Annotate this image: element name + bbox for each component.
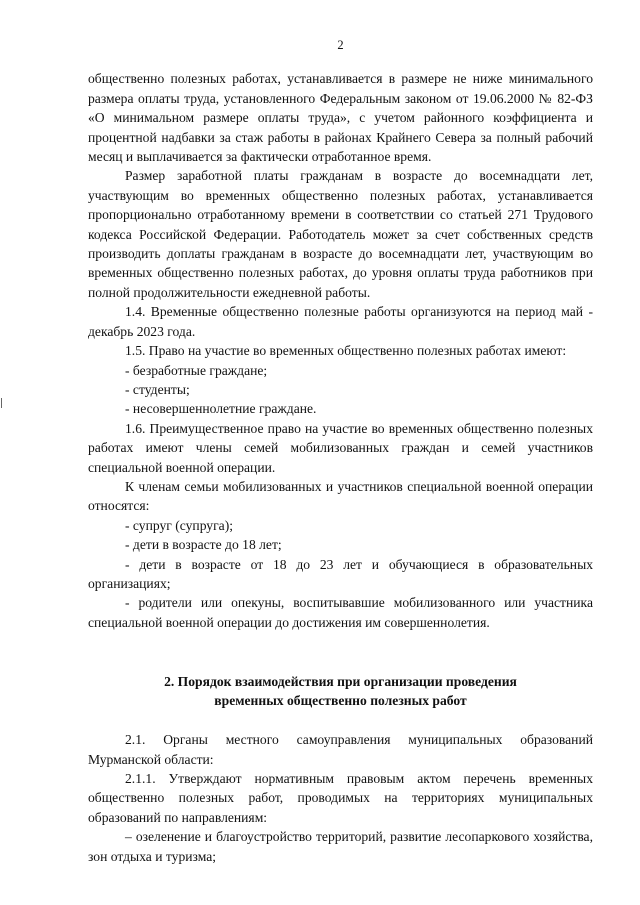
paragraph: общественно полезных работах, устанавливается в размере не ниже минимального размера оплаты труда, установленного Федеральным законом от 19.06.2000 № 82-ФЗ «О минимальном размере оплаты труда», с учетом районного коэффициента и процентной надбавки за стаж работы в районах Крайнего Севера за полный рабочий месяц и выплачивается за фактически отработанное время. bbox=[88, 71, 593, 165]
paragraph: 1.4. Временные общественно полезные работы организуются на период май - декабрь 2023 года. bbox=[88, 304, 593, 339]
list-item: - несовершеннолетние граждане. bbox=[125, 401, 317, 417]
section-1-body bbox=[88, 69, 593, 632]
paragraph: 1.6. Преимущественное право на участие во временных общественно полезных работах имеют члены семей мобилизованных граждан и семей участников специальной военной операции. bbox=[88, 420, 593, 475]
scan-margin-mark bbox=[1, 398, 2, 408]
heading-line: 2. Порядок взаимодействия при организации проведения bbox=[164, 674, 517, 690]
paragraph: 2.1. Органы местного самоуправления муниципальных образований Мурманской области: bbox=[88, 732, 593, 767]
list-item: – озеленение и благоустройство территорий, развитие лесопаркового хозяйства, зон отдыха и туризма; bbox=[88, 829, 593, 864]
paragraph: Размер заработной платы гражданам в возрасте до восемнадцати лет, участвующим во временных общественно полезных работах, устанавливается пропорционально отработанному времени в соответствии со статьей 271 Трудового кодекса Российской Федерации. Работодатель может за счет собственных средств производить доплаты гражданам в возрасте до восемнадцати лет, участвующим во временных общественно полезных работах, до уровня оплаты труда работников при полной продолжительности ежедневной работы. bbox=[88, 168, 593, 300]
paragraph: 1.5. Право на участие во временных общественно полезных работах имеют: bbox=[125, 343, 567, 359]
paragraph: К членам семьи мобилизованных и участников специальной военной операции относятся: bbox=[88, 478, 593, 514]
list-item: - супруг (супруга); bbox=[125, 517, 234, 533]
heading-line: временных общественно полезных работ bbox=[214, 693, 467, 709]
list-item: - безработные граждане; bbox=[125, 362, 268, 378]
list-item: - дети в возрасте от 18 до 23 лет и обучающиеся в образовательных организациях; bbox=[88, 556, 593, 591]
section-2-heading bbox=[88, 672, 593, 710]
list-item: - дети в возрасте до 18 лет; bbox=[125, 537, 282, 553]
list-item: - студенты; bbox=[125, 381, 190, 397]
section-2-body bbox=[88, 730, 593, 866]
paragraph: 2.1.1. Утверждают нормативным правовым актом перечень временных общественно полезных работ, проводимых на территориях муниципальных образований по направлениям: bbox=[88, 771, 593, 825]
page-number: 2 bbox=[337, 38, 344, 52]
list-item: - родители или опекуны, воспитывавшие мобилизованного или участника специальной военной операции до достижения им совершеннолетия. bbox=[88, 595, 593, 630]
